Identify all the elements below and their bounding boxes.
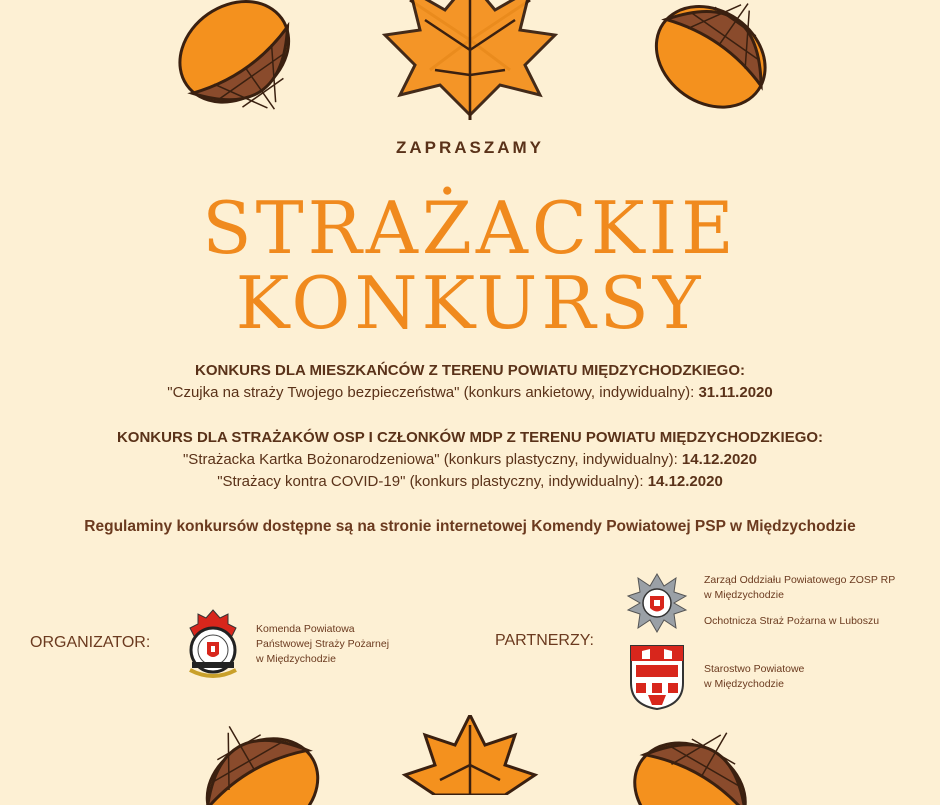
psp-emblem-icon [184, 608, 242, 680]
zosp-emblem-icon [626, 572, 688, 634]
contest-deadline: 14.12.2020 [681, 451, 757, 468]
organizer-line: Państwowej Straży Pożarnej [256, 638, 390, 650]
partner-osp-lubosz [704, 614, 924, 629]
partner-zosp [704, 573, 924, 603]
acorn-top-right-icon [620, 0, 790, 140]
contest-item [0, 449, 940, 471]
title-line-2: KONKURSY [235, 261, 705, 345]
contest-item [0, 471, 940, 493]
title-line-1: STRAŻACKIE [202, 186, 738, 270]
acorn-top-left-icon [160, 0, 320, 130]
contest-description: "Strażacy kontra COVID-19" (konkurs plastyczny, indywidualny): [217, 473, 648, 490]
contest-description: "Czujka na straży Twojego bezpieczeństwa" (konkurs ankietowy, indywidualny): [167, 384, 699, 401]
maple-leaf-bottom-icon [400, 715, 540, 795]
rules-notice: Regulaminy konkursów dostępne są na stronie internetowej Komendy Powiatowej PSP w Międzychodzie [84, 518, 856, 535]
partner-starostwo [704, 662, 924, 692]
partner-line: w Międzychodzie [704, 678, 784, 690]
contest-section-firefighters [0, 427, 940, 493]
partners-label: PARTNERZY: [495, 632, 594, 649]
acorn-bottom-left-icon [175, 715, 335, 805]
partner-line: Starostwo Powiatowe [704, 663, 805, 675]
maple-leaf-top-icon [370, 0, 570, 125]
contest-section-residents [0, 360, 940, 404]
section-heading: KONKURS DLA MIESZKAŃCÓW Z TERENU POWIATU MIĘDZYCHODZKIEGO: [195, 362, 745, 379]
contest-deadline: 31.11.2020 [698, 384, 773, 401]
section-heading: KONKURS DLA STRAŻAKÓW OSP I CZŁONKÓW MDP Z TERENU POWIATU MIĘDZYCHODZKIEGO: [116, 429, 824, 446]
invite-heading: ZAPRASZAMY [395, 138, 545, 157]
organizer-line: Komenda Powiatowa [256, 623, 355, 635]
partner-line: Zarząd Oddziału Powiatowego ZOSP RP [704, 574, 896, 586]
organizer-line: w Międzychodzie [256, 653, 336, 665]
organizer-label: ORGANIZATOR: [30, 634, 151, 651]
contest-deadline: 14.12.2020 [647, 473, 723, 490]
partner-line: w Międzychodzie [704, 589, 784, 601]
contest-item [0, 382, 940, 404]
organizer-name [256, 622, 416, 667]
acorn-bottom-right-icon [620, 715, 780, 805]
partner-line: Ochotnicza Straż Pożarna w Luboszu [704, 615, 880, 627]
county-coat-of-arms-icon [628, 643, 686, 711]
contest-description: "Strażacka Kartka Bożonarodzeniowa" (konkurs plastyczny, indywidualny): [182, 451, 682, 468]
